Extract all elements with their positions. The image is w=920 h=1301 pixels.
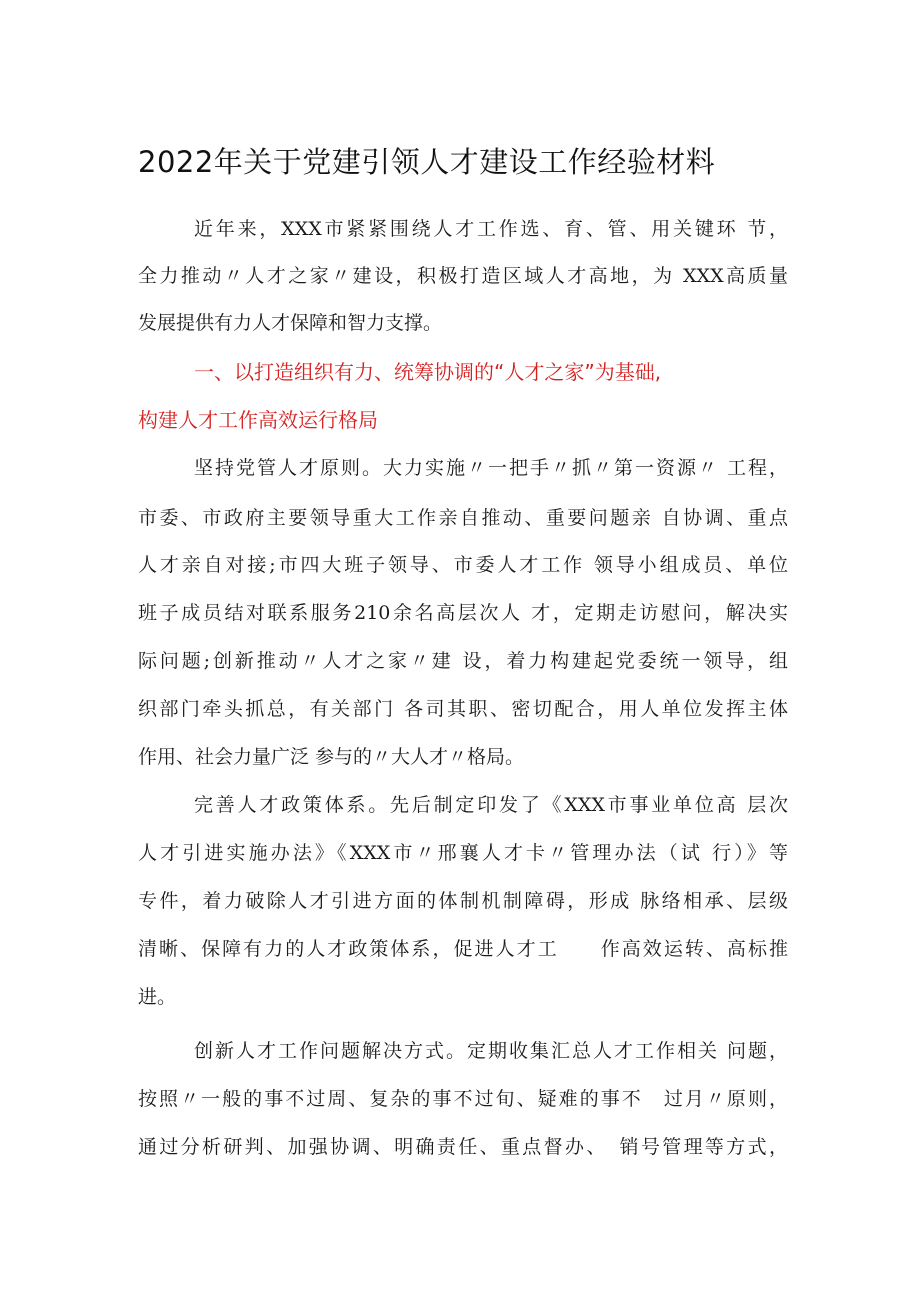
- section-heading-line-1: 一、以打造组织有力、统筹协调的“人才之家”为基础,: [194, 360, 662, 384]
- para2-line-5: 进。: [138, 986, 177, 1008]
- para1-line-3: 人才亲自对接;市四大班子领导、市委人才工作 领导小组成员、单位: [138, 554, 788, 576]
- para1-line-4: 班子成员结对联系服务210余名高层次人 才，定期走访慰问，解决实: [138, 602, 788, 624]
- para3-line-2: 按照〃一般的事不过周、复杂的事不过旬、疑难的事不 过月〃原则，: [138, 1088, 788, 1110]
- para1-line-5: 际问题;创新推动〃人才之家〃建 设，着力构建起党委统一领导，组: [138, 650, 788, 672]
- para1-line-2: 市委、市政府主要领导重大工作亲自推动、重要问题亲 自协调、重点: [138, 507, 788, 529]
- document-title: 2022年关于党建引领人才建设工作经验材料: [138, 145, 716, 179]
- para2-line-1: 完善人才政策体系。先后制定印发了《XXX市事业单位高 层次: [194, 794, 788, 816]
- para3-line-3: 通过分析研判、加强协调、明确责任、重点督办、 销号管理等方式，: [138, 1136, 788, 1158]
- para2-line-3: 专件，着力破除人才引进方面的体制机制障碍，形成 脉络相承、层级: [138, 890, 788, 912]
- para1-line-6: 织部门牵头抓总，有关部门 各司其职、密切配合，用人单位发挥主体: [138, 698, 788, 720]
- intro-line-1: 近年来，XXX市紧紧围绕人才工作选、育、管、用关键环 节，: [194, 218, 788, 240]
- para2-line-4: 清晰、保障有力的人才政策体系，促进人才工 作高效运转、高标推: [138, 938, 788, 960]
- para1-line-7: 作用、社会力量广泛 参与的〃大人才〃格局。: [138, 746, 525, 768]
- para1-line-1: 坚持党管人才原则。大力实施〃一把手〃抓〃第一资源〃 工程，: [194, 457, 788, 479]
- para3-line-1: 创新人才工作问题解决方式。定期收集汇总人才工作相关 问题，: [194, 1040, 788, 1062]
- intro-line-2: 全力推动〃人才之家〃建设，积极打造区域人才高地，为 XXX高质量: [138, 265, 788, 287]
- para2-line-2: 人才引进实施办法》《XXX市〃邢襄人才卡〃管理办法（试 行）》等: [138, 842, 788, 864]
- section-heading-line-2: 构建人才工作高效运行格局: [138, 408, 378, 432]
- intro-line-3: 发展提供有力人才保障和智力支撑。: [138, 312, 443, 334]
